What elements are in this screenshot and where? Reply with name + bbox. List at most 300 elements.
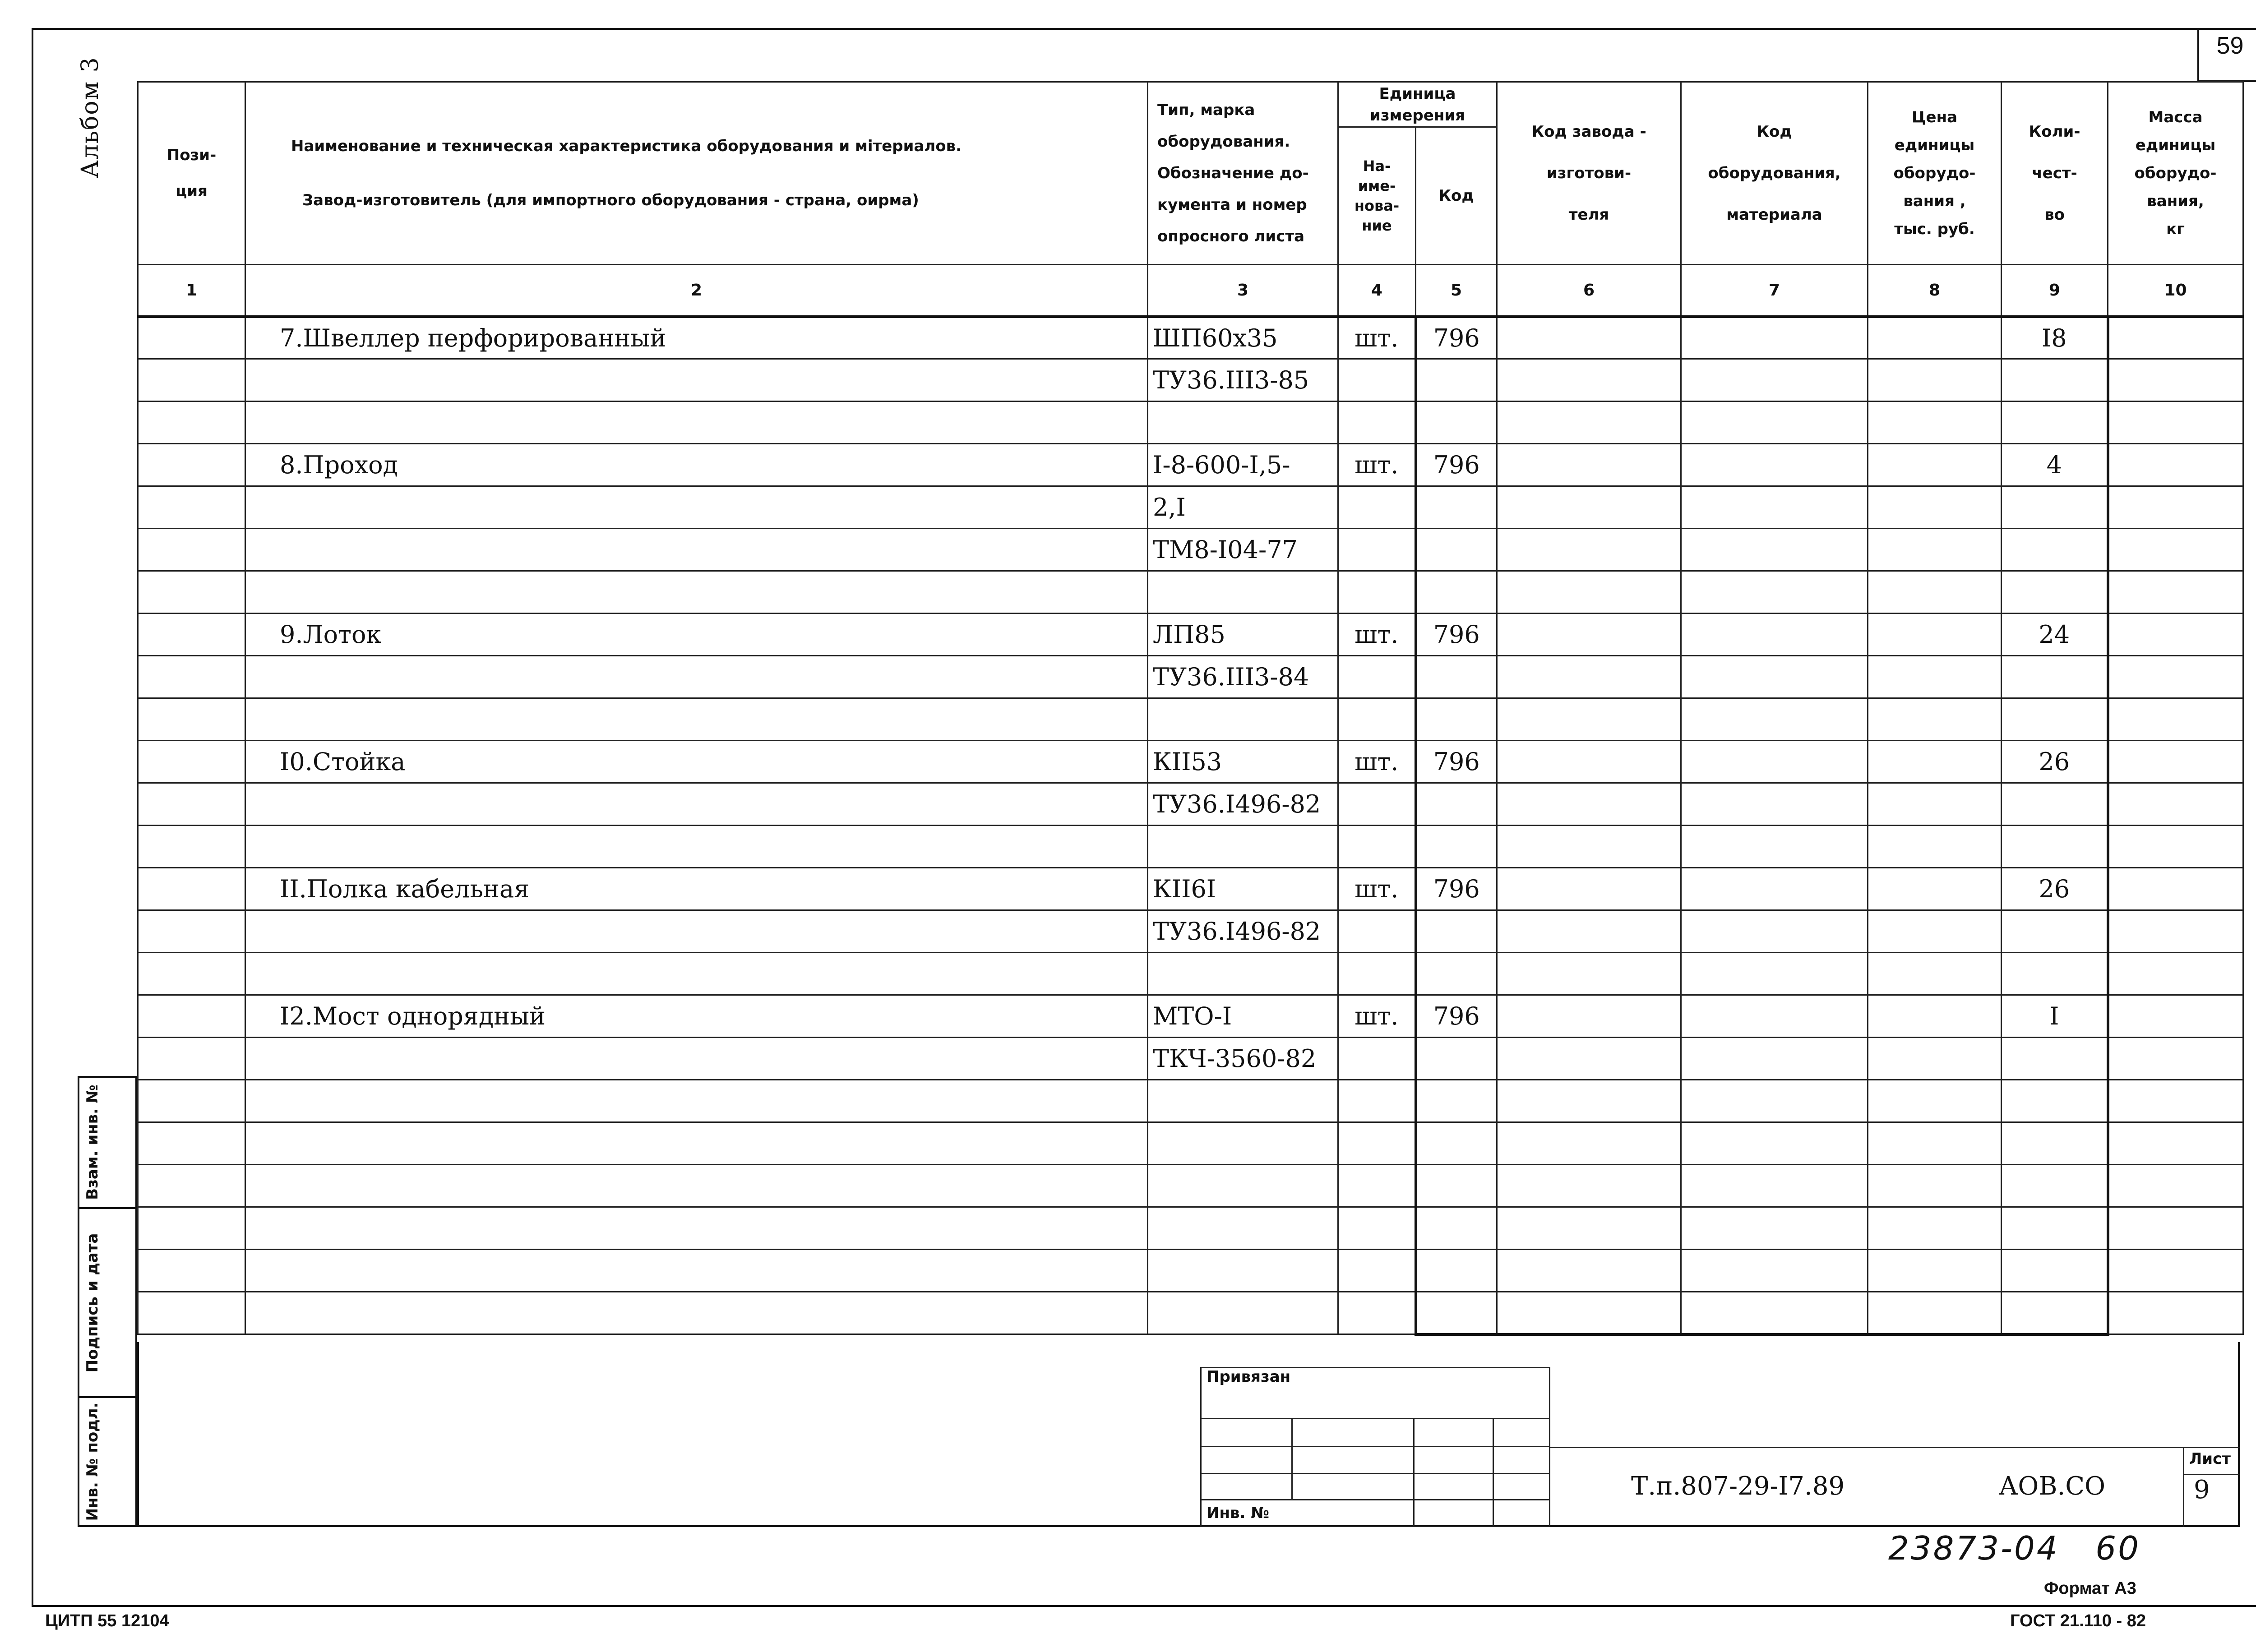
cell-quantity — [2002, 529, 2108, 571]
cell-position — [138, 529, 245, 571]
cell-type-code — [1148, 1292, 1338, 1334]
cell-position — [138, 1250, 245, 1292]
table-row — [138, 359, 2243, 401]
table-row — [138, 571, 2243, 614]
cell-mass — [2108, 1165, 2243, 1207]
cell-price — [1868, 1292, 2002, 1334]
privyazan-line — [1200, 1446, 1550, 1447]
cell-position — [138, 317, 245, 359]
cell-equipment-code — [1681, 571, 1868, 614]
cell-equipment-code — [1681, 826, 1868, 868]
cell-price — [1868, 359, 2002, 401]
cell-quantity: I — [2002, 995, 2108, 1038]
cell-type-code — [1148, 953, 1338, 995]
cell-unit-name — [1338, 783, 1416, 826]
table-row — [138, 826, 2243, 868]
cell-mass — [2108, 1250, 2243, 1292]
cell-unit-code — [1416, 571, 1497, 614]
cell-name — [245, 698, 1148, 741]
cell-equipment-code — [1681, 1165, 1868, 1207]
specification-table — [137, 81, 2244, 1336]
table-row — [138, 1080, 2243, 1122]
cell-type-code: КII6I — [1148, 868, 1338, 910]
cell-quantity — [2002, 1038, 2108, 1080]
cell-factory-code — [1497, 571, 1681, 614]
cell-factory-code — [1497, 401, 1681, 444]
cell-factory-code — [1497, 698, 1681, 741]
cell-name: II.Полка кабельная — [245, 868, 1148, 910]
cell-position — [138, 1038, 245, 1080]
cell-quantity — [2002, 1165, 2108, 1207]
cell-price — [1868, 826, 2002, 868]
table-row — [138, 1250, 2243, 1292]
cell-position — [138, 1080, 245, 1122]
cell-factory-code — [1497, 529, 1681, 571]
cell-type-code: I-8-600-I,5- — [1148, 444, 1338, 486]
cell-name — [245, 783, 1148, 826]
cell-unit-name: шт. — [1338, 741, 1416, 783]
doc-code-box-top — [1550, 1447, 2240, 1448]
cell-name — [245, 656, 1148, 698]
cell-type-code: ТКЧ-3560-82 — [1148, 1038, 1338, 1080]
header-position: Пози- ция — [138, 82, 245, 265]
cell-quantity — [2002, 783, 2108, 826]
list-box-mid — [2183, 1474, 2240, 1475]
cell-unit-code — [1416, 359, 1497, 401]
cell-unit-name — [1338, 359, 1416, 401]
cell-name — [245, 1038, 1148, 1080]
doc-mark: АОВ.СО — [1999, 1472, 2106, 1501]
cell-factory-code — [1497, 614, 1681, 656]
cell-factory-code — [1497, 444, 1681, 486]
cell-quantity — [2002, 656, 2108, 698]
cell-type-code: ТМ8-I04-77 — [1148, 529, 1338, 571]
cell-position — [138, 614, 245, 656]
cell-mass — [2108, 444, 2243, 486]
table-row — [138, 953, 2243, 995]
cell-position — [138, 401, 245, 444]
cell-name — [245, 529, 1148, 571]
cell-factory-code — [1497, 868, 1681, 910]
cell-equipment-code — [1681, 741, 1868, 783]
cell-factory-code — [1497, 741, 1681, 783]
cell-position — [138, 953, 245, 995]
cell-unit-code — [1416, 1038, 1497, 1080]
cell-unit-code — [1416, 529, 1497, 571]
cell-name — [245, 953, 1148, 995]
cell-type-code — [1148, 1080, 1338, 1122]
cell-name — [245, 486, 1148, 529]
specification-body — [138, 317, 2243, 1334]
cell-equipment-code — [1681, 401, 1868, 444]
cell-price — [1868, 444, 2002, 486]
cell-unit-code — [1416, 1292, 1497, 1334]
privyazan-vline — [1493, 1418, 1494, 1527]
cell-unit-name: шт. — [1338, 868, 1416, 910]
cell-factory-code — [1497, 783, 1681, 826]
cell-name: I2.Мост однорядный — [245, 995, 1148, 1038]
cell-mass — [2108, 868, 2243, 910]
cell-quantity — [2002, 1122, 2108, 1165]
cell-factory-code — [1497, 1292, 1681, 1334]
cell-mass — [2108, 614, 2243, 656]
cell-unit-code: 796 — [1416, 995, 1497, 1038]
table-row — [138, 486, 2243, 529]
cell-quantity — [2002, 1292, 2108, 1334]
side-label-inv: Инв. № подл. — [83, 1402, 102, 1521]
cell-equipment-code — [1681, 995, 1868, 1038]
cell-unit-code — [1416, 698, 1497, 741]
cell-position — [138, 995, 245, 1038]
cell-mass — [2108, 486, 2243, 529]
table-row — [138, 656, 2243, 698]
cell-position — [138, 868, 245, 910]
column-number: 10 — [2108, 265, 2243, 317]
list-value: 9 — [2194, 1475, 2210, 1504]
cell-price — [1868, 1207, 2002, 1250]
side-label-vzam: Взам. инв. № — [83, 1084, 102, 1200]
cell-quantity — [2002, 698, 2108, 741]
cell-equipment-code — [1681, 868, 1868, 910]
cell-unit-name — [1338, 698, 1416, 741]
table-row — [138, 995, 2243, 1038]
inv-no-label: Инв. № — [1207, 1504, 1270, 1522]
cell-name: 7.Швеллер перфорированный — [245, 317, 1148, 359]
cell-mass — [2108, 1080, 2243, 1122]
column-number: 8 — [1868, 265, 2002, 317]
cell-unit-name — [1338, 401, 1416, 444]
cell-unit-code — [1416, 1250, 1497, 1292]
cell-factory-code — [1497, 995, 1681, 1038]
cell-price — [1868, 614, 2002, 656]
cell-factory-code — [1497, 359, 1681, 401]
cell-price — [1868, 995, 2002, 1038]
table-row — [138, 1165, 2243, 1207]
cell-price — [1868, 868, 2002, 910]
cell-unit-code: 796 — [1416, 317, 1497, 359]
cell-equipment-code — [1681, 656, 1868, 698]
cell-type-code: ТУ36.I496-82 — [1148, 910, 1338, 953]
cell-name — [245, 571, 1148, 614]
cell-unit-code — [1416, 401, 1497, 444]
cell-quantity — [2002, 359, 2108, 401]
table-row — [138, 444, 2243, 486]
column-number: 9 — [2002, 265, 2108, 317]
cell-name — [245, 1292, 1148, 1334]
cell-type-code: ЛП85 — [1148, 614, 1338, 656]
album-label: Альбом 3 — [77, 56, 104, 178]
table-row — [138, 741, 2243, 783]
cell-mass — [2108, 317, 2243, 359]
table-row — [138, 529, 2243, 571]
cell-unit-code — [1416, 826, 1497, 868]
cell-unit-name — [1338, 486, 1416, 529]
cell-unit-code: 796 — [1416, 444, 1497, 486]
cell-factory-code — [1497, 317, 1681, 359]
cell-type-code: МТО-I — [1148, 995, 1338, 1038]
column-number: 4 — [1338, 265, 1416, 317]
privyazan-line — [1200, 1499, 1550, 1500]
cell-unit-code — [1416, 486, 1497, 529]
header-quantity: Коли- чест- во — [2002, 82, 2108, 265]
cell-unit-name — [1338, 1038, 1416, 1080]
cell-price — [1868, 529, 2002, 571]
cell-unit-name — [1338, 1165, 1416, 1207]
cell-type-code: КII53 — [1148, 741, 1338, 783]
cell-quantity: 24 — [2002, 614, 2108, 656]
cell-equipment-code — [1681, 1080, 1868, 1122]
cell-position — [138, 359, 245, 401]
cell-equipment-code — [1681, 317, 1868, 359]
cell-quantity — [2002, 1207, 2108, 1250]
cell-position — [138, 444, 245, 486]
cell-price — [1868, 571, 2002, 614]
cell-quantity — [2002, 571, 2108, 614]
cell-factory-code — [1497, 1080, 1681, 1122]
cell-type-code — [1148, 1207, 1338, 1250]
cell-mass — [2108, 953, 2243, 995]
cell-factory-code — [1497, 1250, 1681, 1292]
cell-position — [138, 910, 245, 953]
cell-factory-code — [1497, 1207, 1681, 1250]
cell-mass — [2108, 698, 2243, 741]
cell-name — [245, 1207, 1148, 1250]
header-name: Наименование и техническая характеристика оборудования и мітериалов. Завод-изготовитель (для импортного оборудования - страна, оирма) — [245, 82, 1148, 265]
cell-quantity: 26 — [2002, 868, 2108, 910]
cell-position — [138, 571, 245, 614]
header-row-top — [138, 82, 2243, 127]
cell-type-code: ТУ36.III3-84 — [1148, 656, 1338, 698]
privyazan-vline — [1291, 1418, 1293, 1499]
table-row — [138, 1207, 2243, 1250]
cell-equipment-code — [1681, 953, 1868, 995]
format-label: Формат А3 — [2044, 1579, 2136, 1598]
cell-factory-code — [1497, 953, 1681, 995]
cell-equipment-code — [1681, 1292, 1868, 1334]
cell-equipment-code — [1681, 529, 1868, 571]
cell-position — [138, 698, 245, 741]
privyazan-label: Привязан — [1207, 1368, 1291, 1386]
header-unit-group: Единица измерения — [1338, 82, 1497, 127]
cell-name — [245, 826, 1148, 868]
cell-price — [1868, 1250, 2002, 1292]
cell-quantity — [2002, 401, 2108, 444]
cell-factory-code — [1497, 486, 1681, 529]
cell-type-code: ТУ36.III3-85 — [1148, 359, 1338, 401]
cell-price — [1868, 401, 2002, 444]
table-row — [138, 614, 2243, 656]
cell-factory-code — [1497, 1038, 1681, 1080]
cell-mass — [2108, 571, 2243, 614]
column-number: 6 — [1497, 265, 1681, 317]
column-number-row — [138, 265, 2243, 317]
cell-price — [1868, 1080, 2002, 1122]
footer-left-code: ЦИТП 55 12104 — [45, 1611, 169, 1630]
cell-unit-name — [1338, 571, 1416, 614]
cell-quantity — [2002, 910, 2108, 953]
cell-equipment-code — [1681, 1122, 1868, 1165]
table-row — [138, 1122, 2243, 1165]
cell-unit-code: 796 — [1416, 868, 1497, 910]
cell-equipment-code — [1681, 486, 1868, 529]
cell-unit-name: шт. — [1338, 614, 1416, 656]
cell-price — [1868, 1122, 2002, 1165]
cell-mass — [2108, 783, 2243, 826]
header-type: Тип, марка оборудования. Обозначение до- кумента и номер опросного листа — [1148, 82, 1338, 265]
cell-unit-name — [1338, 1122, 1416, 1165]
cell-unit-name — [1338, 1292, 1416, 1334]
cell-unit-code: 796 — [1416, 741, 1497, 783]
cell-name — [245, 1165, 1148, 1207]
cell-quantity — [2002, 486, 2108, 529]
cell-price — [1868, 486, 2002, 529]
cell-mass — [2108, 1292, 2243, 1334]
cell-position — [138, 783, 245, 826]
cell-type-code — [1148, 1122, 1338, 1165]
cell-unit-name — [1338, 1207, 1416, 1250]
cell-factory-code — [1497, 910, 1681, 953]
cell-factory-code — [1497, 1165, 1681, 1207]
cell-type-code — [1148, 1165, 1338, 1207]
cell-type-code — [1148, 826, 1338, 868]
cell-quantity: 4 — [2002, 444, 2108, 486]
column-number: 7 — [1681, 265, 1868, 317]
cell-name: 8.Проход — [245, 444, 1148, 486]
cell-position — [138, 1122, 245, 1165]
cell-price — [1868, 910, 2002, 953]
cell-unit-code — [1416, 656, 1497, 698]
cell-unit-name: шт. — [1338, 317, 1416, 359]
table-row — [138, 698, 2243, 741]
cell-type-code — [1148, 698, 1338, 741]
cell-name — [245, 910, 1148, 953]
cell-unit-name — [1338, 1080, 1416, 1122]
list-box-left — [2183, 1447, 2184, 1527]
header-factory-code: Код завода - изготови- теля — [1497, 82, 1681, 265]
privyazan-line — [1200, 1418, 1550, 1419]
cell-mass — [2108, 359, 2243, 401]
header-unit-code: Код — [1416, 127, 1497, 265]
table-row — [138, 1292, 2243, 1334]
cell-price — [1868, 741, 2002, 783]
cell-unit-name — [1338, 1250, 1416, 1292]
cell-unit-name: шт. — [1338, 995, 1416, 1038]
table-row — [138, 868, 2243, 910]
cell-mass — [2108, 401, 2243, 444]
table-row — [138, 1038, 2243, 1080]
cell-name — [245, 359, 1148, 401]
cell-position — [138, 656, 245, 698]
cell-equipment-code — [1681, 783, 1868, 826]
cell-factory-code — [1497, 656, 1681, 698]
privyazan-line — [1200, 1473, 1550, 1474]
cell-price — [1868, 1165, 2002, 1207]
cell-mass — [2108, 1122, 2243, 1165]
cell-mass — [2108, 741, 2243, 783]
cell-unit-code: 796 — [1416, 614, 1497, 656]
cell-name — [245, 401, 1148, 444]
header-price: Цена единицы оборудо- вания , тыс. руб. — [1868, 82, 2002, 265]
bottom-area-frame — [137, 1342, 2240, 1527]
cell-equipment-code — [1681, 1250, 1868, 1292]
cell-quantity — [2002, 1080, 2108, 1122]
cell-unit-name — [1338, 953, 1416, 995]
cell-equipment-code — [1681, 444, 1868, 486]
cell-mass — [2108, 1207, 2243, 1250]
table-row — [138, 401, 2243, 444]
sheet-number: 59 — [2216, 32, 2244, 59]
cell-type-code: ТУ36.I496-82 — [1148, 783, 1338, 826]
table-row — [138, 317, 2243, 359]
cell-mass — [2108, 826, 2243, 868]
cell-unit-code — [1416, 1165, 1497, 1207]
cell-price — [1868, 698, 2002, 741]
cell-equipment-code — [1681, 698, 1868, 741]
column-number: 5 — [1416, 265, 1497, 317]
cell-mass — [2108, 656, 2243, 698]
header-mass: Масса единицы оборудо- вания, кг — [2108, 82, 2243, 265]
cell-type-code — [1148, 401, 1338, 444]
header-unit-name: На- име- нова- ние — [1338, 127, 1416, 265]
cell-position — [138, 826, 245, 868]
gost-label: ГОСТ 21.110 - 82 — [2010, 1611, 2146, 1630]
cell-mass — [2108, 529, 2243, 571]
cell-equipment-code — [1681, 910, 1868, 953]
header-equipment-code: Код оборудования, материала — [1681, 82, 1868, 265]
cell-name — [245, 1122, 1148, 1165]
cell-position — [138, 741, 245, 783]
cell-equipment-code — [1681, 1207, 1868, 1250]
list-label: Лист — [2189, 1450, 2231, 1468]
cell-position — [138, 486, 245, 529]
cell-unit-name — [1338, 529, 1416, 571]
cell-unit-name — [1338, 826, 1416, 868]
privyazan-vline — [1413, 1418, 1415, 1527]
cell-factory-code — [1497, 1122, 1681, 1165]
cell-type-code — [1148, 1250, 1338, 1292]
cell-unit-code — [1416, 1122, 1497, 1165]
doc-code: Т.п.807-29-I7.89 — [1631, 1472, 1845, 1501]
cell-quantity: 26 — [2002, 741, 2108, 783]
cell-name: 9.Лоток — [245, 614, 1148, 656]
cell-price — [1868, 656, 2002, 698]
cell-quantity — [2002, 1250, 2108, 1292]
cell-quantity — [2002, 826, 2108, 868]
cell-unit-code — [1416, 953, 1497, 995]
cell-mass — [2108, 995, 2243, 1038]
cell-name: I0.Стойка — [245, 741, 1148, 783]
cell-quantity: I8 — [2002, 317, 2108, 359]
cell-position — [138, 1207, 245, 1250]
cell-name — [245, 1250, 1148, 1292]
column-number: 3 — [1148, 265, 1338, 317]
cell-unit-name — [1338, 910, 1416, 953]
cell-mass — [2108, 1038, 2243, 1080]
cell-type-code — [1148, 571, 1338, 614]
cell-price — [1868, 1038, 2002, 1080]
column-number: 2 — [245, 265, 1148, 317]
cell-unit-code — [1416, 1080, 1497, 1122]
cell-price — [1868, 783, 2002, 826]
cell-equipment-code — [1681, 1038, 1868, 1080]
cell-name — [245, 1080, 1148, 1122]
table-row — [138, 910, 2243, 953]
cell-factory-code — [1497, 826, 1681, 868]
cell-quantity — [2002, 953, 2108, 995]
cell-price — [1868, 317, 2002, 359]
cell-unit-code — [1416, 910, 1497, 953]
cell-mass — [2108, 910, 2243, 953]
